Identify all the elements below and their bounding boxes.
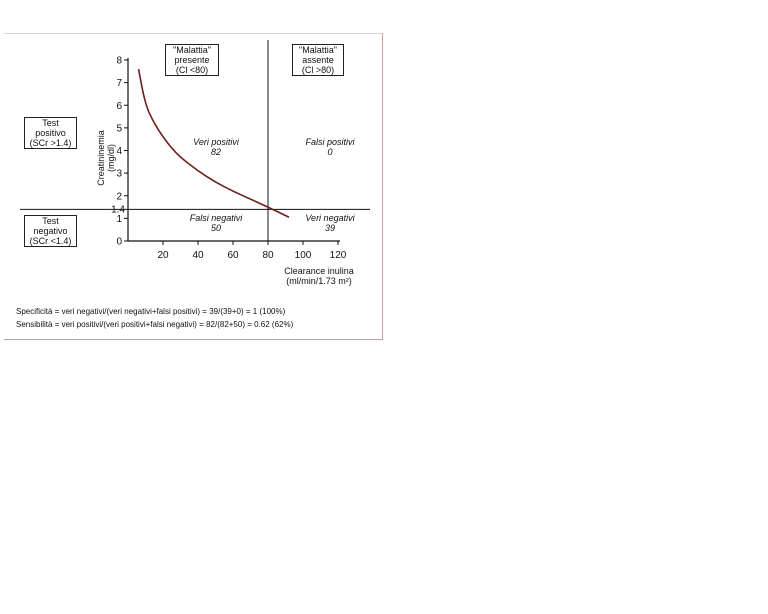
- y-tick-label: 4: [116, 146, 122, 157]
- x-tick-label: 20: [157, 250, 169, 261]
- disease-present-box: "Malattia" presente (Cl <80): [165, 44, 219, 76]
- y-tick-label: 1: [116, 213, 122, 225]
- y-tick-label: 3: [116, 168, 122, 180]
- threshold-y-label: 1.4: [111, 204, 125, 216]
- test-positive-box: Test positivo (SCr >1.4): [24, 117, 77, 149]
- false-positive-label: Falsi positivi 0: [305, 137, 355, 157]
- y-tick-label: 8: [116, 55, 122, 67]
- y-tick-label: 0: [116, 236, 122, 248]
- x-tick-label: 40: [192, 250, 204, 261]
- true-negative-label: Veri negativi 39: [305, 213, 355, 233]
- y-tick-label: 2: [116, 191, 122, 203]
- test-negative-box: Test negativo (SCr <1.4): [24, 215, 77, 247]
- x-tick-label: 100: [294, 250, 312, 261]
- false-negative-label: Falsi negativi 50: [189, 213, 243, 233]
- x-axis-label: Clearance inulina (ml/min/1.73 m²): [284, 266, 354, 286]
- disease-absent-box: "Malattia" assente (Cl >80): [292, 44, 344, 76]
- sensitivity-formula: Sensibilità = veri positivi/(veri positivi+falsi negativi) = 82/(82+50) = 0.62 (62%): [16, 320, 294, 329]
- y-tick-label: 7: [116, 78, 122, 90]
- y-axis-label: Creatininemia (mg/dl): [96, 130, 116, 186]
- y-tick-label: 5: [116, 123, 122, 135]
- x-tick-label: 120: [329, 250, 347, 261]
- x-tick-label: 60: [227, 250, 239, 261]
- x-tick-label: 80: [262, 250, 274, 261]
- y-tick-label: 6: [116, 100, 122, 112]
- true-positive-label: Veri positivi 82: [193, 137, 239, 157]
- specificity-formula: Specificità = veri negativi/(veri negativi+falsi positivi) = 39/(39+0) = 1 (100%): [16, 307, 286, 316]
